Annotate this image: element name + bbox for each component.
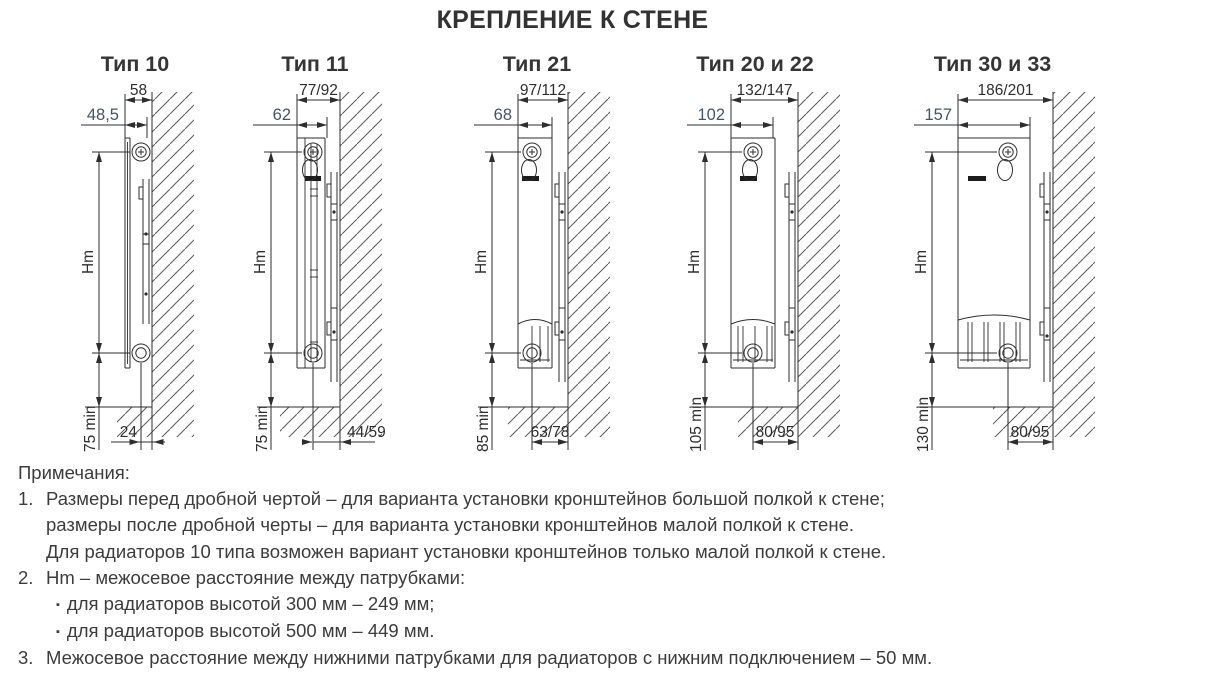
dim-floor-min-label: 130 min: [915, 396, 932, 452]
dim-depth-label: 77/92: [299, 84, 338, 99]
wall-hatch: [340, 92, 382, 407]
note-line: Hm – межосевое расстояние между патрубками:: [46, 566, 466, 588]
wall-hatch: [798, 92, 840, 407]
note-number: 2.: [18, 566, 34, 588]
dim-depth-label: 97/112: [519, 84, 567, 99]
note-bullet-line: [46, 618, 1208, 645]
note-item-1: [18, 486, 1208, 565]
note-bullet-text: для радиаторов высотой 500 мм – 449 мм.: [66, 620, 435, 642]
note-item-2: [18, 565, 1208, 646]
note-line: Размеры перед дробной чертой – для варианта установки кронштейнов большой полкой к стене;: [46, 488, 885, 510]
dim-bottom-offset-label: 80/95: [1010, 424, 1050, 441]
dim-floor-min-label: 75 min: [82, 405, 99, 452]
dim-floor-min-label: 75 min: [254, 405, 271, 452]
diagram-tip11: [252, 84, 386, 452]
dim-depth-label: 58: [129, 84, 148, 99]
dim-bottom-offset-label: 63/78: [530, 424, 570, 441]
notes-heading: Примечания:: [18, 462, 130, 483]
diagram-tip21: [473, 84, 610, 452]
note-number: 3.: [18, 647, 34, 669]
technical-drawings: [0, 84, 1220, 466]
diagram-title-tip20-22: Тип 20 и 22: [696, 52, 814, 76]
dim-depth-label: 132/147: [736, 84, 793, 99]
dim-axis-offset-label: 62: [272, 106, 291, 124]
bullet-square: ▪: [56, 599, 60, 612]
dim-bottom-offset-label: 24: [119, 424, 137, 441]
notes-section: [18, 460, 1208, 672]
note-line: Для радиаторов 10 типа возможен вариант установки кронштейнов только малой полкой к стене.: [46, 540, 887, 562]
diagram-title-tip10: Тип 10: [100, 52, 170, 76]
dim-hm-label: Hm: [80, 249, 97, 275]
wall-hatch: [152, 92, 194, 407]
diagram-title-tip30-33: Тип 30 и 33: [933, 52, 1052, 76]
dim-floor-min-label: 105 min: [688, 396, 705, 452]
diagram-title-tip21: Тип 21: [502, 52, 572, 76]
dim-hm-label: Hm: [686, 249, 703, 275]
dim-hm-label: Hm: [473, 249, 490, 275]
dim-hm-label: Hm: [252, 249, 269, 275]
dim-floor-min-label: 85 min: [475, 405, 492, 452]
diagram-tip10: [80, 84, 194, 452]
note-item-3: [18, 645, 1208, 671]
note-bullet-text: для радиаторов высотой 300 мм – 249 мм;: [66, 593, 435, 615]
dim-axis-offset-label: 157: [924, 106, 952, 124]
brand-logo: [968, 176, 986, 181]
dim-bottom-offset-label: 44/59: [347, 424, 386, 441]
diagram-tip30-33: [913, 84, 1095, 452]
dim-axis-offset-label: 68: [493, 106, 512, 124]
dim-bottom-offset-label: 80/95: [755, 424, 795, 441]
note-line: Межосевое расстояние между нижними патрубками для радиаторов с нижним подключением – 50 мм.: [46, 647, 933, 669]
wall-hatch: [1053, 92, 1095, 407]
page-title: КРЕПЛЕНИЕ К СТЕНЕ: [436, 6, 709, 34]
note-bullet-line: [46, 591, 1208, 618]
note-line: размеры после дробной черты – для варианта установки кронштейнов малой полкой к стене.: [46, 514, 854, 536]
dim-axis-offset-label: 102: [697, 106, 725, 124]
diagram-title-tip11: Тип 11: [281, 52, 349, 76]
bullet-square: ▪: [56, 626, 60, 639]
note-number: 1.: [18, 488, 34, 510]
dim-depth-label: 186/201: [977, 84, 1034, 99]
dim-hm-label: Hm: [913, 249, 930, 275]
dim-axis-offset-label: 48,5: [86, 106, 119, 124]
diagram-tip20-22: [686, 84, 840, 452]
wall-hatch: [568, 92, 610, 407]
